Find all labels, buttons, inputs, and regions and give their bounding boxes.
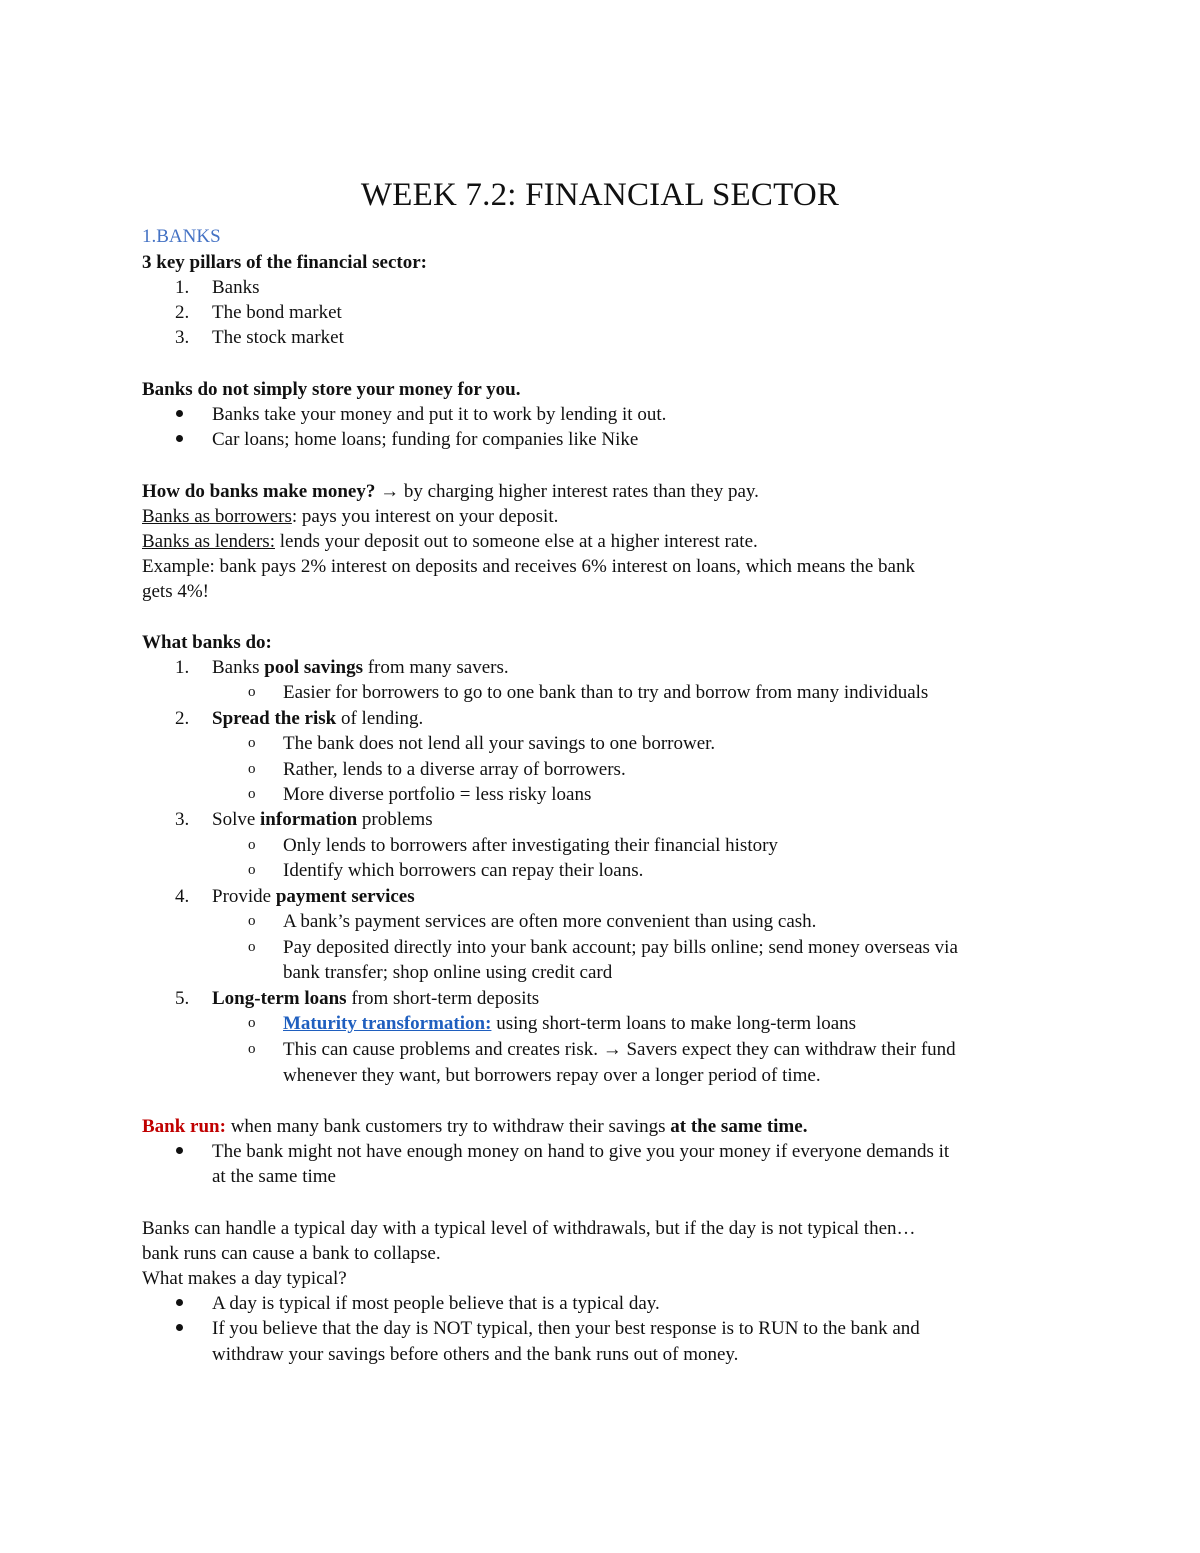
paragraph-line: bank runs can cause a bank to collapse. — [142, 1243, 441, 1264]
list-item — [212, 986, 539, 1011]
item-bold: pool savings — [264, 657, 363, 678]
list-item: The bank might not have enough money on hand to give you your money if everyone demands it — [212, 1141, 950, 1162]
sub-bullet-icon: o — [248, 735, 256, 751]
bank-run-line — [142, 1114, 807, 1139]
list-item-continued: at the same time — [212, 1166, 336, 1187]
item-text: of lending. — [336, 708, 424, 729]
sub-bullet-icon: o — [248, 1015, 256, 1031]
bank-run-text: when many bank customers try to withdraw their savings — [225, 1116, 671, 1137]
bullet-icon — [176, 1147, 183, 1154]
list-item — [212, 655, 509, 680]
lenders-label: Banks as lenders: — [142, 531, 275, 552]
sub-item: Rather, lends to a diverse array of borrowers. — [283, 759, 626, 780]
list-number: 1. — [175, 657, 190, 678]
paragraph-line: What makes a day typical? — [142, 1268, 347, 1289]
sub-item: The bank does not lend all your savings to one borrower. — [283, 733, 716, 754]
list-number: 3. — [175, 809, 190, 830]
store-heading: Banks do not simply store your money for you. — [142, 379, 521, 400]
list-item — [212, 884, 415, 909]
sub-bullet-icon: o — [248, 1041, 256, 1057]
list-item — [212, 807, 433, 832]
sub-item: Easier for borrowers to go to one bank than to try and borrow from many individuals — [283, 682, 929, 703]
sub-item-continued: whenever they want, but borrowers repay over a longer period of time. — [283, 1065, 821, 1086]
bullet-icon — [176, 1299, 183, 1306]
sub-bullet-icon: o — [248, 837, 256, 853]
bullet-icon — [176, 1324, 183, 1331]
list-number: 2. — [175, 708, 190, 729]
sub-item: Only lends to borrowers after investigating their financial history — [283, 835, 778, 856]
pillars-heading: 3 key pillars of the financial sector: — [142, 252, 427, 273]
list-item: A day is typical if most people believe that is a typical day. — [212, 1293, 660, 1314]
item-text: Provide — [212, 886, 276, 907]
borrowers-label: Banks as borrowers — [142, 506, 292, 527]
sub-item: More diverse portfolio = less risky loans — [283, 784, 592, 805]
sub-item: Pay deposited directly into your bank account; pay bills online; send money overseas via — [283, 937, 958, 958]
sub-bullet-icon: o — [248, 761, 256, 777]
what-banks-do-heading: What banks do: — [142, 632, 272, 653]
list-item-continued: withdraw your savings before others and the bank runs out of money. — [212, 1344, 739, 1365]
sub-item-text: using short-term loans to make long-term loans — [496, 1013, 857, 1034]
item-bold: Spread the risk — [212, 708, 337, 729]
example-line: Example: bank pays 2% interest on deposits and receives 6% interest on loans, which means the bank — [142, 556, 915, 577]
item-text: Banks — [212, 657, 265, 678]
item-text: from many savers. — [362, 657, 509, 678]
list-number: 5. — [175, 988, 190, 1009]
sub-bullet-icon: o — [248, 939, 256, 955]
item-text: problems — [357, 809, 433, 830]
list-number: 4. — [175, 886, 190, 907]
list-item: Banks take your money and put it to work by lending it out. — [212, 404, 667, 425]
sub-bullet-icon: o — [248, 862, 256, 878]
item-bold: payment services — [275, 886, 415, 907]
lenders-line — [142, 529, 758, 554]
bank-run-bold: at the same time. — [670, 1116, 808, 1137]
item-bold: Long-term loans — [212, 988, 347, 1009]
list-item: The bond market — [212, 302, 342, 323]
list-item: If you believe that the day is NOT typical, then your best response is to RUN to the bank and — [212, 1318, 920, 1339]
paragraph-line: Banks can handle a typical day with a typical level of withdrawals, but if the day is not typical then… — [142, 1218, 916, 1239]
sub-bullet-icon: o — [248, 684, 256, 700]
list-item: Banks — [212, 277, 260, 298]
example-line-continued: gets 4%! — [142, 581, 210, 602]
maturity-transformation-link[interactable]: Maturity transformation: — [283, 1013, 492, 1034]
bullet-icon — [176, 410, 183, 417]
make-money-answer: → by charging higher interest rates than they pay. — [375, 481, 759, 502]
sub-bullet-icon: o — [248, 786, 256, 802]
list-item: Car loans; home loans; funding for companies like Nike — [212, 429, 639, 450]
bullet-icon — [176, 435, 183, 442]
list-item — [212, 706, 423, 731]
borrowers-text: : pays you interest on your deposit. — [291, 506, 559, 527]
bank-run-label: Bank run: — [142, 1116, 226, 1137]
section-heading: 1.BANKS — [142, 226, 221, 247]
page-title: WEEK 7.2: FINANCIAL SECTOR — [360, 177, 840, 213]
item-text: Solve — [212, 809, 261, 830]
list-item: The stock market — [212, 327, 344, 348]
item-bold: information — [260, 809, 358, 830]
borrowers-line — [142, 504, 558, 529]
sub-item: Identify which borrowers can repay their loans. — [283, 860, 644, 881]
lenders-text: lends your deposit out to someone else at a higher interest rate. — [274, 531, 758, 552]
sub-item — [283, 1011, 856, 1036]
list-number: 3. — [175, 327, 190, 348]
sub-item-continued: bank transfer; shop online using credit card — [283, 962, 613, 983]
sub-bullet-icon: o — [248, 913, 256, 929]
sub-item: This can cause problems and creates risk. → Savers expect they can withdraw their fund — [283, 1039, 956, 1060]
list-number: 2. — [175, 302, 190, 323]
make-money-line — [142, 479, 759, 504]
make-money-question: How do banks make money? — [142, 481, 376, 502]
item-text: from short-term deposits — [346, 988, 540, 1009]
list-number: 1. — [175, 277, 190, 298]
sub-item: A bank’s payment services are often more convenient than using cash. — [283, 911, 817, 932]
